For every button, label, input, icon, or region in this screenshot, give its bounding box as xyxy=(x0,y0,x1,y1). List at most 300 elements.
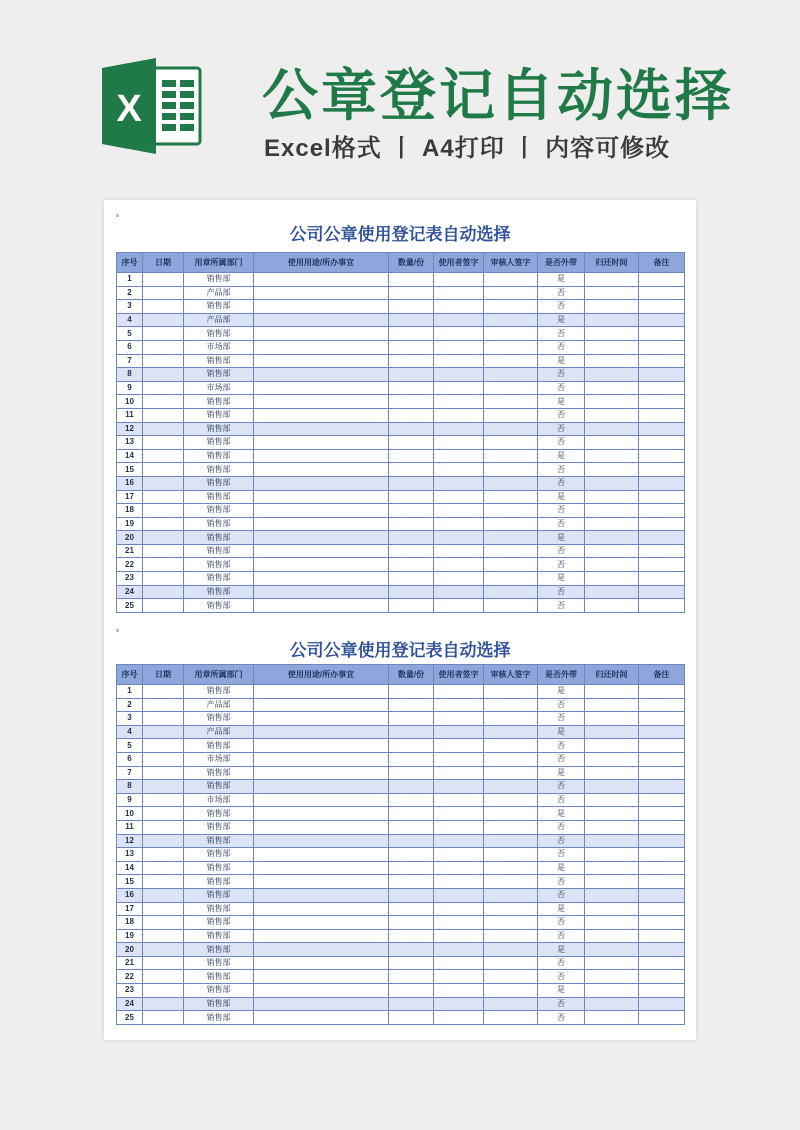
purpose-cell[interactable] xyxy=(254,820,389,834)
return-time-cell[interactable] xyxy=(585,861,639,875)
date-cell[interactable] xyxy=(143,517,184,531)
reviewer-signature-cell[interactable] xyxy=(484,340,538,354)
reviewer-signature-cell[interactable] xyxy=(484,436,538,450)
return-time-cell[interactable] xyxy=(585,300,639,314)
purpose-cell[interactable] xyxy=(254,916,389,930)
purpose-cell[interactable] xyxy=(254,340,389,354)
reviewer-signature-cell[interactable] xyxy=(484,517,538,531)
user-signature-cell[interactable] xyxy=(434,888,484,902)
remark-cell[interactable] xyxy=(639,712,685,726)
reviewer-signature-cell[interactable] xyxy=(484,712,538,726)
reviewer-signature-cell[interactable] xyxy=(484,807,538,821)
reviewer-signature-cell[interactable] xyxy=(484,848,538,862)
date-cell[interactable] xyxy=(143,408,184,422)
date-cell[interactable] xyxy=(143,354,184,368)
remark-cell[interactable] xyxy=(639,327,685,341)
user-signature-cell[interactable] xyxy=(434,463,484,477)
date-cell[interactable] xyxy=(143,888,184,902)
reviewer-signature-cell[interactable] xyxy=(484,916,538,930)
quantity-cell[interactable] xyxy=(389,929,434,943)
purpose-cell[interactable] xyxy=(254,599,389,613)
date-cell[interactable] xyxy=(143,970,184,984)
return-time-cell[interactable] xyxy=(585,916,639,930)
return-time-cell[interactable] xyxy=(585,449,639,463)
user-signature-cell[interactable] xyxy=(434,449,484,463)
purpose-cell[interactable] xyxy=(254,848,389,862)
purpose-cell[interactable] xyxy=(254,793,389,807)
date-cell[interactable] xyxy=(143,273,184,287)
date-cell[interactable] xyxy=(143,286,184,300)
date-cell[interactable] xyxy=(143,585,184,599)
quantity-cell[interactable] xyxy=(389,848,434,862)
user-signature-cell[interactable] xyxy=(434,766,484,780)
remark-cell[interactable] xyxy=(639,544,685,558)
user-signature-cell[interactable] xyxy=(434,354,484,368)
return-time-cell[interactable] xyxy=(585,368,639,382)
quantity-cell[interactable] xyxy=(389,313,434,327)
reviewer-signature-cell[interactable] xyxy=(484,422,538,436)
quantity-cell[interactable] xyxy=(389,531,434,545)
return-time-cell[interactable] xyxy=(585,531,639,545)
quantity-cell[interactable] xyxy=(389,766,434,780)
quantity-cell[interactable] xyxy=(389,698,434,712)
return-time-cell[interactable] xyxy=(585,943,639,957)
purpose-cell[interactable] xyxy=(254,929,389,943)
date-cell[interactable] xyxy=(143,807,184,821)
purpose-cell[interactable] xyxy=(254,273,389,287)
user-signature-cell[interactable] xyxy=(434,861,484,875)
reviewer-signature-cell[interactable] xyxy=(484,368,538,382)
date-cell[interactable] xyxy=(143,984,184,998)
date-cell[interactable] xyxy=(143,490,184,504)
purpose-cell[interactable] xyxy=(254,436,389,450)
date-cell[interactable] xyxy=(143,504,184,518)
purpose-cell[interactable] xyxy=(254,381,389,395)
date-cell[interactable] xyxy=(143,476,184,490)
user-signature-cell[interactable] xyxy=(434,698,484,712)
remark-cell[interactable] xyxy=(639,531,685,545)
reviewer-signature-cell[interactable] xyxy=(484,504,538,518)
date-cell[interactable] xyxy=(143,698,184,712)
purpose-cell[interactable] xyxy=(254,875,389,889)
date-cell[interactable] xyxy=(143,902,184,916)
purpose-cell[interactable] xyxy=(254,585,389,599)
return-time-cell[interactable] xyxy=(585,490,639,504)
date-cell[interactable] xyxy=(143,300,184,314)
quantity-cell[interactable] xyxy=(389,327,434,341)
return-time-cell[interactable] xyxy=(585,956,639,970)
purpose-cell[interactable] xyxy=(254,490,389,504)
purpose-cell[interactable] xyxy=(254,368,389,382)
date-cell[interactable] xyxy=(143,793,184,807)
purpose-cell[interactable] xyxy=(254,300,389,314)
remark-cell[interactable] xyxy=(639,340,685,354)
reviewer-signature-cell[interactable] xyxy=(484,300,538,314)
date-cell[interactable] xyxy=(143,368,184,382)
remark-cell[interactable] xyxy=(639,354,685,368)
reviewer-signature-cell[interactable] xyxy=(484,929,538,943)
date-cell[interactable] xyxy=(143,820,184,834)
quantity-cell[interactable] xyxy=(389,807,434,821)
quantity-cell[interactable] xyxy=(389,340,434,354)
date-cell[interactable] xyxy=(143,599,184,613)
date-cell[interactable] xyxy=(143,449,184,463)
reviewer-signature-cell[interactable] xyxy=(484,449,538,463)
return-time-cell[interactable] xyxy=(585,807,639,821)
purpose-cell[interactable] xyxy=(254,1011,389,1025)
remark-cell[interactable] xyxy=(639,793,685,807)
return-time-cell[interactable] xyxy=(585,752,639,766)
user-signature-cell[interactable] xyxy=(434,970,484,984)
reviewer-signature-cell[interactable] xyxy=(484,956,538,970)
remark-cell[interactable] xyxy=(639,395,685,409)
purpose-cell[interactable] xyxy=(254,861,389,875)
quantity-cell[interactable] xyxy=(389,739,434,753)
purpose-cell[interactable] xyxy=(254,997,389,1011)
return-time-cell[interactable] xyxy=(585,436,639,450)
reviewer-signature-cell[interactable] xyxy=(484,327,538,341)
quantity-cell[interactable] xyxy=(389,286,434,300)
quantity-cell[interactable] xyxy=(389,408,434,422)
quantity-cell[interactable] xyxy=(389,558,434,572)
purpose-cell[interactable] xyxy=(254,752,389,766)
purpose-cell[interactable] xyxy=(254,725,389,739)
reviewer-signature-cell[interactable] xyxy=(484,395,538,409)
remark-cell[interactable] xyxy=(639,888,685,902)
remark-cell[interactable] xyxy=(639,861,685,875)
remark-cell[interactable] xyxy=(639,820,685,834)
return-time-cell[interactable] xyxy=(585,408,639,422)
reviewer-signature-cell[interactable] xyxy=(484,943,538,957)
date-cell[interactable] xyxy=(143,381,184,395)
reviewer-signature-cell[interactable] xyxy=(484,793,538,807)
quantity-cell[interactable] xyxy=(389,490,434,504)
user-signature-cell[interactable] xyxy=(434,712,484,726)
quantity-cell[interactable] xyxy=(389,395,434,409)
user-signature-cell[interactable] xyxy=(434,572,484,586)
return-time-cell[interactable] xyxy=(585,739,639,753)
remark-cell[interactable] xyxy=(639,572,685,586)
quantity-cell[interactable] xyxy=(389,888,434,902)
return-time-cell[interactable] xyxy=(585,354,639,368)
purpose-cell[interactable] xyxy=(254,327,389,341)
date-cell[interactable] xyxy=(143,531,184,545)
user-signature-cell[interactable] xyxy=(434,544,484,558)
purpose-cell[interactable] xyxy=(254,956,389,970)
quantity-cell[interactable] xyxy=(389,476,434,490)
remark-cell[interactable] xyxy=(639,766,685,780)
purpose-cell[interactable] xyxy=(254,834,389,848)
quantity-cell[interactable] xyxy=(389,780,434,794)
quantity-cell[interactable] xyxy=(389,712,434,726)
reviewer-signature-cell[interactable] xyxy=(484,766,538,780)
purpose-cell[interactable] xyxy=(254,313,389,327)
remark-cell[interactable] xyxy=(639,698,685,712)
date-cell[interactable] xyxy=(143,752,184,766)
quantity-cell[interactable] xyxy=(389,599,434,613)
quantity-cell[interactable] xyxy=(389,504,434,518)
remark-cell[interactable] xyxy=(639,929,685,943)
date-cell[interactable] xyxy=(143,861,184,875)
date-cell[interactable] xyxy=(143,340,184,354)
user-signature-cell[interactable] xyxy=(434,531,484,545)
user-signature-cell[interactable] xyxy=(434,585,484,599)
user-signature-cell[interactable] xyxy=(434,848,484,862)
reviewer-signature-cell[interactable] xyxy=(484,685,538,699)
user-signature-cell[interactable] xyxy=(434,368,484,382)
return-time-cell[interactable] xyxy=(585,698,639,712)
date-cell[interactable] xyxy=(143,712,184,726)
user-signature-cell[interactable] xyxy=(434,902,484,916)
reviewer-signature-cell[interactable] xyxy=(484,381,538,395)
quantity-cell[interactable] xyxy=(389,752,434,766)
quantity-cell[interactable] xyxy=(389,273,434,287)
reviewer-signature-cell[interactable] xyxy=(484,585,538,599)
date-cell[interactable] xyxy=(143,313,184,327)
remark-cell[interactable] xyxy=(639,463,685,477)
return-time-cell[interactable] xyxy=(585,888,639,902)
return-time-cell[interactable] xyxy=(585,725,639,739)
remark-cell[interactable] xyxy=(639,902,685,916)
return-time-cell[interactable] xyxy=(585,517,639,531)
return-time-cell[interactable] xyxy=(585,313,639,327)
date-cell[interactable] xyxy=(143,422,184,436)
return-time-cell[interactable] xyxy=(585,793,639,807)
remark-cell[interactable] xyxy=(639,517,685,531)
remark-cell[interactable] xyxy=(639,997,685,1011)
remark-cell[interactable] xyxy=(639,752,685,766)
return-time-cell[interactable] xyxy=(585,395,639,409)
reviewer-signature-cell[interactable] xyxy=(484,354,538,368)
quantity-cell[interactable] xyxy=(389,943,434,957)
quantity-cell[interactable] xyxy=(389,381,434,395)
return-time-cell[interactable] xyxy=(585,504,639,518)
quantity-cell[interactable] xyxy=(389,834,434,848)
return-time-cell[interactable] xyxy=(585,834,639,848)
remark-cell[interactable] xyxy=(639,273,685,287)
remark-cell[interactable] xyxy=(639,916,685,930)
quantity-cell[interactable] xyxy=(389,585,434,599)
remark-cell[interactable] xyxy=(639,943,685,957)
reviewer-signature-cell[interactable] xyxy=(484,313,538,327)
quantity-cell[interactable] xyxy=(389,449,434,463)
reviewer-signature-cell[interactable] xyxy=(484,834,538,848)
date-cell[interactable] xyxy=(143,875,184,889)
return-time-cell[interactable] xyxy=(585,997,639,1011)
return-time-cell[interactable] xyxy=(585,572,639,586)
quantity-cell[interactable] xyxy=(389,436,434,450)
date-cell[interactable] xyxy=(143,685,184,699)
remark-cell[interactable] xyxy=(639,780,685,794)
purpose-cell[interactable] xyxy=(254,780,389,794)
return-time-cell[interactable] xyxy=(585,984,639,998)
remark-cell[interactable] xyxy=(639,1011,685,1025)
date-cell[interactable] xyxy=(143,463,184,477)
quantity-cell[interactable] xyxy=(389,300,434,314)
remark-cell[interactable] xyxy=(639,436,685,450)
return-time-cell[interactable] xyxy=(585,544,639,558)
quantity-cell[interactable] xyxy=(389,970,434,984)
reviewer-signature-cell[interactable] xyxy=(484,861,538,875)
purpose-cell[interactable] xyxy=(254,698,389,712)
remark-cell[interactable] xyxy=(639,956,685,970)
date-cell[interactable] xyxy=(143,848,184,862)
return-time-cell[interactable] xyxy=(585,1011,639,1025)
date-cell[interactable] xyxy=(143,780,184,794)
return-time-cell[interactable] xyxy=(585,463,639,477)
user-signature-cell[interactable] xyxy=(434,490,484,504)
user-signature-cell[interactable] xyxy=(434,1011,484,1025)
reviewer-signature-cell[interactable] xyxy=(484,273,538,287)
return-time-cell[interactable] xyxy=(585,476,639,490)
date-cell[interactable] xyxy=(143,739,184,753)
date-cell[interactable] xyxy=(143,395,184,409)
purpose-cell[interactable] xyxy=(254,572,389,586)
reviewer-signature-cell[interactable] xyxy=(484,739,538,753)
quantity-cell[interactable] xyxy=(389,861,434,875)
remark-cell[interactable] xyxy=(639,422,685,436)
remark-cell[interactable] xyxy=(639,848,685,862)
user-signature-cell[interactable] xyxy=(434,685,484,699)
purpose-cell[interactable] xyxy=(254,517,389,531)
reviewer-signature-cell[interactable] xyxy=(484,698,538,712)
user-signature-cell[interactable] xyxy=(434,725,484,739)
user-signature-cell[interactable] xyxy=(434,517,484,531)
user-signature-cell[interactable] xyxy=(434,820,484,834)
purpose-cell[interactable] xyxy=(254,685,389,699)
reviewer-signature-cell[interactable] xyxy=(484,286,538,300)
reviewer-signature-cell[interactable] xyxy=(484,544,538,558)
user-signature-cell[interactable] xyxy=(434,422,484,436)
user-signature-cell[interactable] xyxy=(434,875,484,889)
user-signature-cell[interactable] xyxy=(434,408,484,422)
remark-cell[interactable] xyxy=(639,476,685,490)
remark-cell[interactable] xyxy=(639,984,685,998)
user-signature-cell[interactable] xyxy=(434,780,484,794)
remark-cell[interactable] xyxy=(639,725,685,739)
user-signature-cell[interactable] xyxy=(434,943,484,957)
return-time-cell[interactable] xyxy=(585,848,639,862)
remark-cell[interactable] xyxy=(639,875,685,889)
date-cell[interactable] xyxy=(143,558,184,572)
return-time-cell[interactable] xyxy=(585,422,639,436)
remark-cell[interactable] xyxy=(639,286,685,300)
purpose-cell[interactable] xyxy=(254,739,389,753)
user-signature-cell[interactable] xyxy=(434,313,484,327)
remark-cell[interactable] xyxy=(639,490,685,504)
date-cell[interactable] xyxy=(143,327,184,341)
return-time-cell[interactable] xyxy=(585,381,639,395)
return-time-cell[interactable] xyxy=(585,599,639,613)
remark-cell[interactable] xyxy=(639,685,685,699)
quantity-cell[interactable] xyxy=(389,902,434,916)
purpose-cell[interactable] xyxy=(254,408,389,422)
purpose-cell[interactable] xyxy=(254,422,389,436)
purpose-cell[interactable] xyxy=(254,712,389,726)
date-cell[interactable] xyxy=(143,1011,184,1025)
purpose-cell[interactable] xyxy=(254,888,389,902)
user-signature-cell[interactable] xyxy=(434,984,484,998)
reviewer-signature-cell[interactable] xyxy=(484,970,538,984)
remark-cell[interactable] xyxy=(639,313,685,327)
date-cell[interactable] xyxy=(143,834,184,848)
purpose-cell[interactable] xyxy=(254,766,389,780)
purpose-cell[interactable] xyxy=(254,449,389,463)
return-time-cell[interactable] xyxy=(585,558,639,572)
user-signature-cell[interactable] xyxy=(434,807,484,821)
user-signature-cell[interactable] xyxy=(434,793,484,807)
remark-cell[interactable] xyxy=(639,585,685,599)
return-time-cell[interactable] xyxy=(585,273,639,287)
remark-cell[interactable] xyxy=(639,300,685,314)
purpose-cell[interactable] xyxy=(254,354,389,368)
reviewer-signature-cell[interactable] xyxy=(484,752,538,766)
remark-cell[interactable] xyxy=(639,449,685,463)
remark-cell[interactable] xyxy=(639,599,685,613)
purpose-cell[interactable] xyxy=(254,463,389,477)
purpose-cell[interactable] xyxy=(254,531,389,545)
reviewer-signature-cell[interactable] xyxy=(484,902,538,916)
quantity-cell[interactable] xyxy=(389,875,434,889)
quantity-cell[interactable] xyxy=(389,997,434,1011)
reviewer-signature-cell[interactable] xyxy=(484,725,538,739)
date-cell[interactable] xyxy=(143,572,184,586)
return-time-cell[interactable] xyxy=(585,286,639,300)
quantity-cell[interactable] xyxy=(389,354,434,368)
date-cell[interactable] xyxy=(143,544,184,558)
quantity-cell[interactable] xyxy=(389,572,434,586)
remark-cell[interactable] xyxy=(639,558,685,572)
user-signature-cell[interactable] xyxy=(434,504,484,518)
reviewer-signature-cell[interactable] xyxy=(484,984,538,998)
date-cell[interactable] xyxy=(143,766,184,780)
purpose-cell[interactable] xyxy=(254,902,389,916)
quantity-cell[interactable] xyxy=(389,820,434,834)
purpose-cell[interactable] xyxy=(254,504,389,518)
reviewer-signature-cell[interactable] xyxy=(484,1011,538,1025)
reviewer-signature-cell[interactable] xyxy=(484,599,538,613)
user-signature-cell[interactable] xyxy=(434,752,484,766)
purpose-cell[interactable] xyxy=(254,395,389,409)
purpose-cell[interactable] xyxy=(254,943,389,957)
purpose-cell[interactable] xyxy=(254,807,389,821)
remark-cell[interactable] xyxy=(639,834,685,848)
return-time-cell[interactable] xyxy=(585,929,639,943)
date-cell[interactable] xyxy=(143,916,184,930)
date-cell[interactable] xyxy=(143,436,184,450)
reviewer-signature-cell[interactable] xyxy=(484,476,538,490)
user-signature-cell[interactable] xyxy=(434,340,484,354)
remark-cell[interactable] xyxy=(639,504,685,518)
user-signature-cell[interactable] xyxy=(434,381,484,395)
purpose-cell[interactable] xyxy=(254,984,389,998)
user-signature-cell[interactable] xyxy=(434,558,484,572)
date-cell[interactable] xyxy=(143,997,184,1011)
quantity-cell[interactable] xyxy=(389,544,434,558)
reviewer-signature-cell[interactable] xyxy=(484,820,538,834)
user-signature-cell[interactable] xyxy=(434,997,484,1011)
quantity-cell[interactable] xyxy=(389,725,434,739)
reviewer-signature-cell[interactable] xyxy=(484,490,538,504)
remark-cell[interactable] xyxy=(639,739,685,753)
date-cell[interactable] xyxy=(143,956,184,970)
return-time-cell[interactable] xyxy=(585,766,639,780)
reviewer-signature-cell[interactable] xyxy=(484,531,538,545)
quantity-cell[interactable] xyxy=(389,984,434,998)
purpose-cell[interactable] xyxy=(254,544,389,558)
quantity-cell[interactable] xyxy=(389,956,434,970)
reviewer-signature-cell[interactable] xyxy=(484,888,538,902)
